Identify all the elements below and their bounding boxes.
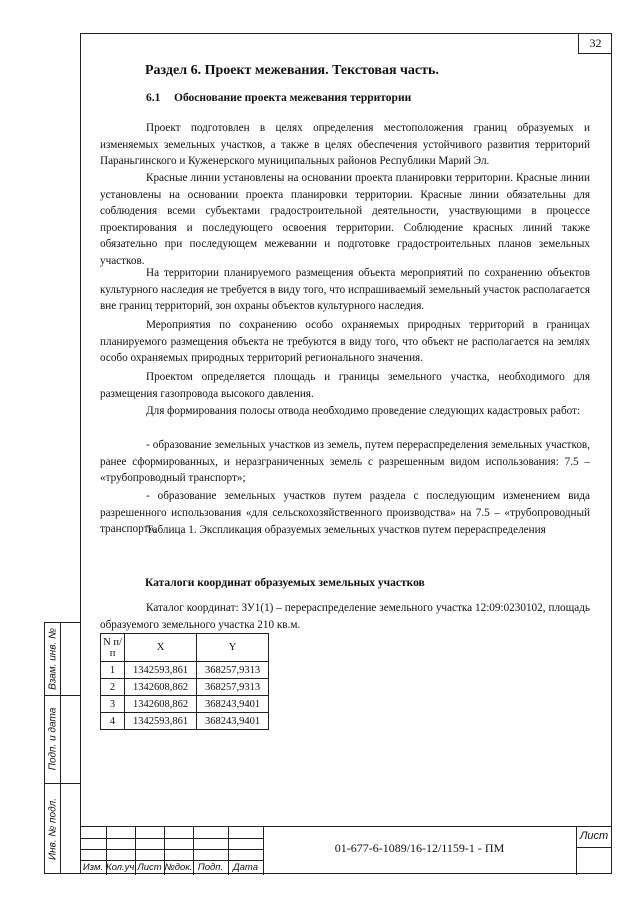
table-cell: 1342593,861: [125, 713, 197, 730]
table-cell: 1: [101, 662, 125, 679]
column-header: X: [125, 634, 197, 662]
sheet-label: Лист: [579, 830, 609, 842]
document-code: 01-677-6-1089/16-12/1159-1 - ПМ: [334, 841, 505, 855]
catalog-title: Каталоги координат образуемых земельных участков: [145, 577, 425, 589]
page-number: 32: [578, 33, 612, 54]
paragraph: Проект подготовлен в целях определения местоположения границ образуемых и изменяемых земельных участков, а также в целях обеспечения устойчивого развития территорий Параньгинского и Куженерского муниципальных районов Республики Марий Эл.: [100, 122, 590, 168]
paragraph: Проектом определяется площадь и границы земельного участка, необходимого для размещения газопровода высокого давления.: [100, 371, 590, 400]
paragraph: Для формирования полосы отвода необходимо проведение следующих кадастровых работ:: [146, 405, 581, 417]
table-caption: Таблица 1. Экспликация образуемых земельных участков путем перераспределения: [146, 524, 546, 536]
table-cell: 1342608,862: [125, 696, 197, 713]
table-row: [101, 662, 269, 679]
title-block-labels: [80, 861, 263, 875]
side-stamp-strip: [44, 622, 80, 874]
table-header-row: [101, 634, 269, 662]
paragraph: На территории планируемого размещения объекта мероприятий по сохранению объектов культурного наследия не требуется в виду того, что испрашиваемый земельный участок располагается вне границ территорий, зон охраны объектов культурного наследия.: [100, 267, 590, 313]
paragraph: - образование земельных участков путем раздела с последующим изменением вида разрешенного использования «для сельскохозяйственного производства» на 7.5 – «трубопроводный транспорт».: [100, 490, 590, 536]
label-signature: Подп.: [197, 862, 224, 873]
side-label-sign-date: Подп. и дата: [47, 707, 59, 771]
paragraph: Мероприятия по сохранению особо охраняемых природных территорий в границах планируемого размещения объекта не требуются в виду того, что объект не располагается на землях особо охраняемых природных территорий регионального значения.: [100, 319, 590, 365]
side-label-replace-inv: Взам. инв. №: [47, 628, 59, 690]
table-row: [101, 696, 269, 713]
side-label-inv-orig: Инв. № подл.: [47, 797, 59, 861]
paragraph: Красные линии установлены на основании проекта планировки территории. Красные линии установлены на основании проекта планировки территории. Красные линии обязательны для соблюдения всеми субъектами градостроительной деятельности, участвующими в процессе проектирования и последующего освоения территории. Соблюдение красных линий также обязательно при последующем межевании и подготовке градостроительных планов земельных участков.: [100, 172, 590, 267]
table-cell: 1342608,862: [125, 679, 197, 696]
label-count: Кол.уч.: [106, 862, 137, 873]
section-title: Раздел 6. Проект межевания. Текстовая часть.: [145, 63, 439, 78]
paragraph: - образование земельных участков из земель, путем перераспределения земельных участков, ранее сформированных, и неразграниченных земель с разрешенным видом использования: 7.5 – «трубопроводный транспорт»;: [100, 439, 590, 485]
subsection-heading: Обоснование проекта межевания территории: [174, 92, 412, 104]
coordinates-table: [100, 633, 269, 730]
table-cell: 368257,9313: [197, 662, 269, 679]
column-header: N п/п: [101, 634, 125, 662]
label-sheet: Лист: [137, 862, 162, 873]
subsection-title: [146, 92, 411, 104]
subsection-number: 6.1: [146, 92, 161, 104]
table-cell: 368243,9401: [197, 713, 269, 730]
table-row: [101, 679, 269, 696]
table-cell: 3: [101, 696, 125, 713]
title-block: [80, 826, 612, 874]
table-cell: 368257,9313: [197, 679, 269, 696]
table-cell: 1342593,861: [125, 662, 197, 679]
label-doc-number: №док.: [164, 862, 193, 873]
label-date: Дата: [232, 862, 259, 873]
label-change: Изм.: [82, 862, 104, 873]
table-cell: 2: [101, 679, 125, 696]
column-header: Y: [197, 634, 269, 662]
table-cell: 4: [101, 713, 125, 730]
catalog-description: Каталог координат: ЗУ1(1) – перераспределение земельного участка 12:09:0230102, площадь образуемого земельного участка 210 кв.м.: [100, 602, 590, 631]
table-cell: 368243,9401: [197, 696, 269, 713]
table-row: [101, 713, 269, 730]
